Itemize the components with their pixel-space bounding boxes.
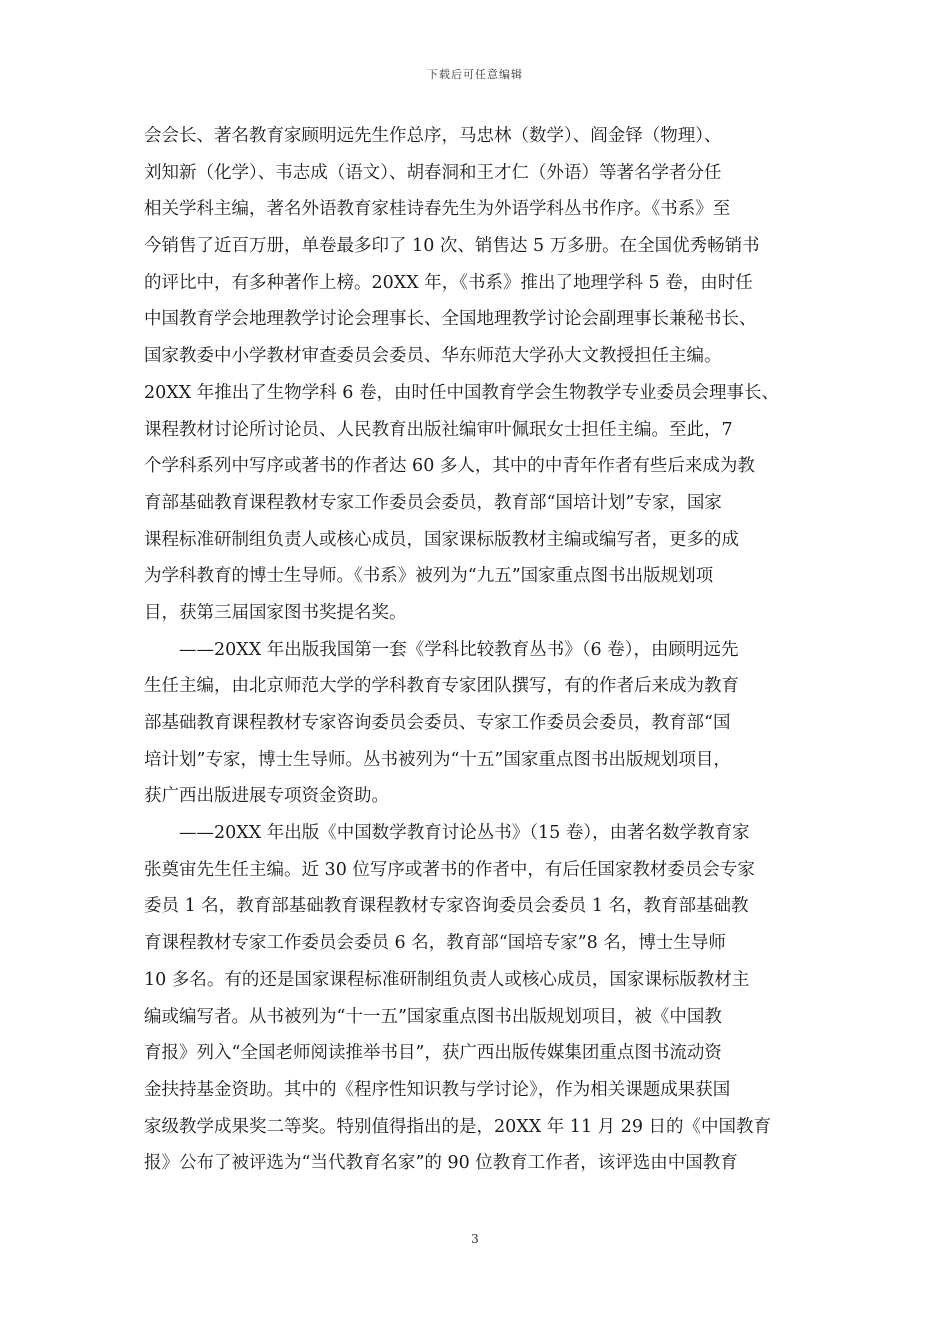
text-line: 课程标准研制组负责人或核心成员，国家课标版教材主编或编写者，更多的成	[144, 529, 739, 550]
body-text	[144, 118, 808, 1182]
text-line: 家级教学成果奖二等奖。特别值得指出的是，20XX 年 11 月 29 日的《中国教育	[144, 1116, 772, 1137]
text-line: 培计划”专家，博士生导师。丛书被列为“十五”国家重点图书出版规划项目，	[144, 749, 731, 770]
text-line: 张奠宙先生任主编。近 30 位写序或著书的作者中，有后任国家教材委员会专家	[144, 859, 755, 880]
paragraph-first-line: ——20XX 年出版我国第一套《学科比较教育丛书》（6 卷），由顾明远先	[179, 639, 739, 660]
paragraph-first-line: ——20XX 年出版《中国数学教育讨论丛书》（15 卷），由著名数学教育家	[179, 823, 750, 844]
text-line: 课程教材讨论所讨论员、人民教育出版社编审叶佩珉女士担任主编。至此，7	[144, 419, 733, 440]
text-line: 育课程教材专家工作委员会委员 6 名，教育部“国培专家”8 名，博士生导师	[144, 933, 726, 954]
text-line: 刘知新（化学）、韦志成（语文）、胡春洞和王才仁（外语）等著名学者分任	[144, 162, 722, 183]
text-line: 10 多名。有的还是国家课程标准研制组负责人或核心成员，国家课标版教材主	[144, 969, 750, 990]
text-line: 为学科教育的博士生导师。《书系》被列为“九五”国家重点图书出版规划项	[144, 566, 714, 587]
text-line: 中国教育学会地理教学讨论会理事长、全国地理教学讨论会副理事长兼秘书长、	[144, 309, 757, 330]
page-header: 下载后可任意编辑	[427, 68, 523, 81]
text-line: 个学科系列中写序或著书的作者达 60 多人，其中的中青年作者有些后来成为教	[144, 456, 755, 477]
text-line: 获广西出版进展专项资金资助。	[144, 786, 389, 807]
text-line: 的评比中，有多种著作上榜。20XX 年，《书系》推出了地理学科 5 卷，由时任	[144, 272, 753, 293]
page-number: 3	[471, 1232, 479, 1246]
text-line: 国家教委中小学教材审查委员会委员、华东师范大学孙大文教授担任主编。	[144, 346, 722, 367]
text-line: 20XX 年推出了生物学科 6 卷，由时任中国教育学会生物教学专业委员会理事长、	[144, 382, 780, 403]
text-line: 育部基础教育课程教材专家工作委员会委员，教育部“国培计划”专家，国家	[144, 492, 722, 513]
text-line: 金扶持基金资助。其中的《程序性知识教与学讨论》，作为相关课题成果获国	[144, 1079, 731, 1100]
text-line: 报》公布了被评选为“当代教育名家”的 90 位教育工作者，该评选由中国教育	[144, 1153, 738, 1174]
text-line: 今销售了近百万册，单卷最多印了 10 次、销售达 5 万多册。在全国优秀畅销书	[144, 236, 760, 257]
text-line: 会会长、著名教育家顾明远先生作总序，马忠林（数学）、阎金铎（物理）、	[144, 126, 722, 146]
text-line: 目，获第三届国家图书奖提名奖。	[144, 602, 407, 623]
text-line: 相关学科主编，著名外语教育家桂诗春先生为外语学科丛书作序。《书系》至	[144, 199, 731, 220]
text-line: 生任主编，由北京师范大学的学科教育专家团队撰写，有的作者后来成为教育	[144, 676, 739, 697]
text-line: 委员 1 名，教育部基础教育课程教材专家咨询委员会委员 1 名，教育部基础教	[144, 896, 749, 917]
text-line: 育报》列入“全国老师阅读推举书目”，获广西出版传媒集团重点图书流动资	[144, 1043, 722, 1064]
text-line: 编或编写者。从书被列为“十一五”国家重点图书出版规划项目，被《中国教	[144, 1006, 722, 1027]
text-line: 部基础教育课程教材专家咨询委员会委员、专家工作委员会委员，教育部“国	[144, 713, 731, 733]
